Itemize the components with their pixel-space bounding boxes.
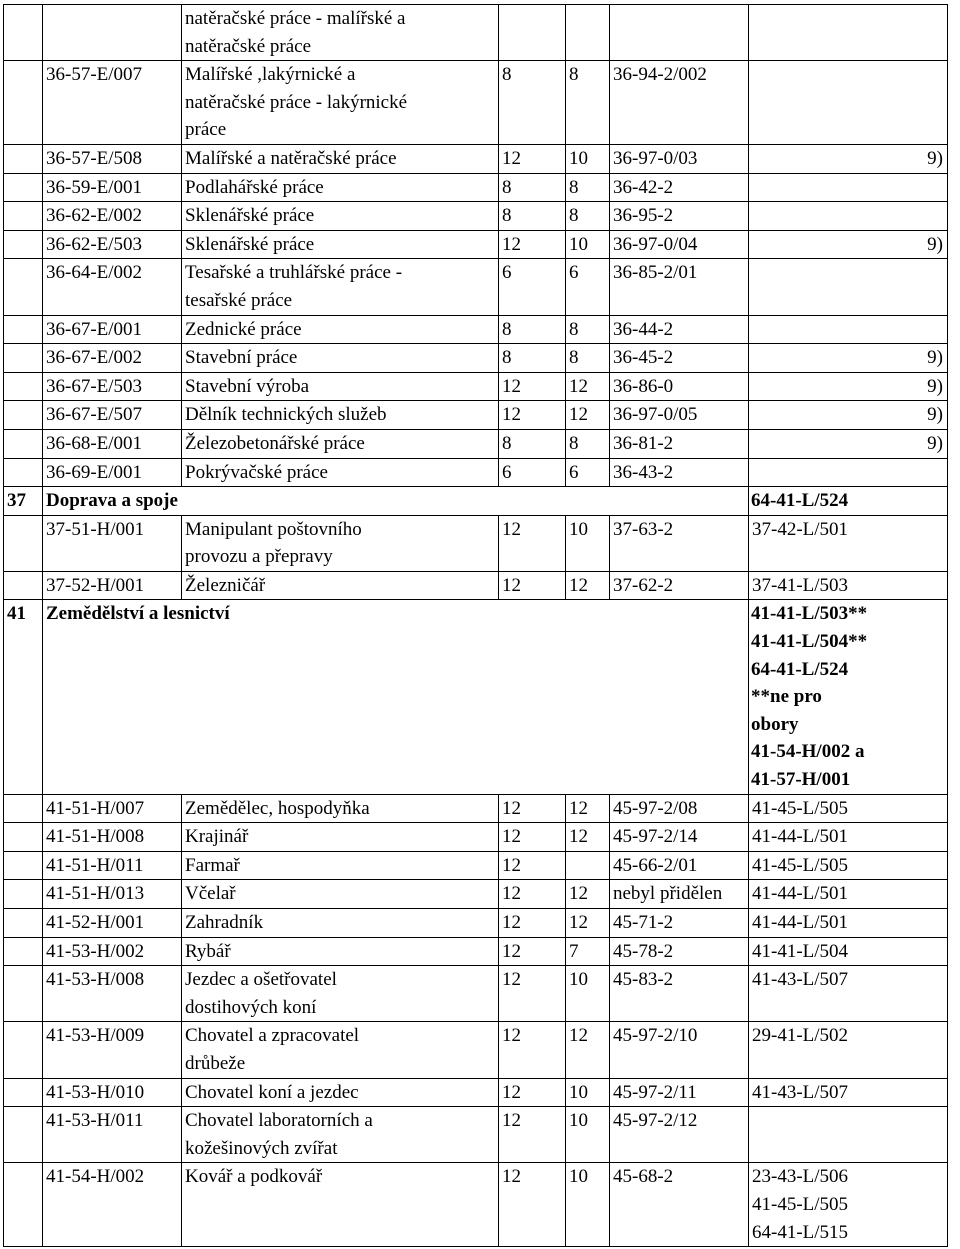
text-line: Krajinář	[185, 826, 249, 848]
text-line: Podlahářské práce	[185, 176, 324, 198]
name-cell	[182, 1022, 499, 1078]
code-cell: 41-53-H/011	[43, 1107, 182, 1163]
code-cell: 41-51-H/008	[43, 823, 182, 852]
kkov-cell: 45-66-2/01	[610, 851, 749, 880]
section-row	[4, 600, 948, 794]
section-cell	[4, 1078, 43, 1107]
table-row	[4, 173, 948, 202]
years-cell: 8	[499, 315, 566, 344]
code-cell: 36-67-E/002	[43, 344, 182, 373]
kkov-cell: 45-83-2	[610, 966, 749, 1022]
text-line: 41-44-L/501	[752, 912, 849, 933]
note-cell: 9)	[749, 372, 948, 401]
table-row	[4, 61, 948, 145]
name-cell	[182, 344, 499, 373]
name-cell	[182, 571, 499, 600]
kkov-cell: 36-97-0/04	[610, 230, 749, 259]
text-line: 41-45-L/505	[752, 1193, 849, 1215]
text-line: dostihových koní	[185, 996, 317, 1018]
text-line: 41-43-L/507	[752, 969, 849, 991]
related-field-cell	[749, 909, 948, 938]
years-cell: 7	[566, 937, 610, 966]
section-cell	[4, 937, 43, 966]
note-cell: 9)	[749, 144, 948, 173]
section-related-fields	[749, 600, 948, 794]
years-cell: 12	[499, 851, 566, 880]
name-cell	[182, 823, 499, 852]
name-cell	[182, 909, 499, 938]
years-cell: 8	[499, 344, 566, 373]
table-row	[4, 823, 948, 852]
table-row	[4, 344, 948, 373]
related-field-cell	[749, 571, 948, 600]
text-line: Sklenářské práce	[185, 233, 315, 255]
years-cell: 8	[499, 202, 566, 231]
text-line: provozu a přepravy	[185, 546, 333, 568]
section-cell	[4, 315, 43, 344]
text-line: 37-41-L/503	[752, 574, 849, 596]
table-row	[4, 1107, 948, 1163]
section-cell	[4, 429, 43, 458]
years-cell: 12	[499, 909, 566, 938]
table-row	[4, 1163, 948, 1247]
related-field-cell	[749, 1078, 948, 1107]
text-line: drůbeže	[185, 1052, 246, 1074]
text-line: Pokrývačské práce	[185, 461, 328, 483]
code-cell: 41-53-H/002	[43, 937, 182, 966]
years-cell: 10	[566, 144, 610, 173]
table-row	[4, 315, 948, 344]
years-cell: 12	[499, 571, 566, 600]
kkov-cell: 45-97-2/14	[610, 823, 749, 852]
text-line: Jezdec a ošetřovatel	[185, 969, 337, 991]
table-row	[4, 5, 948, 61]
related-field-cell	[749, 880, 948, 909]
years-cell: 8	[499, 173, 566, 202]
years-cell: 10	[566, 1107, 610, 1163]
table-row	[4, 144, 948, 173]
years-cell: 8	[566, 61, 610, 145]
table-row	[4, 429, 948, 458]
related-field-cell	[749, 966, 948, 1022]
text-line: 41-41-L/503**	[751, 603, 868, 625]
text-line: 41-45-L/505	[752, 797, 849, 819]
text-line: 41-57-H/001	[751, 769, 851, 791]
related-field-cell	[749, 937, 948, 966]
code-cell: 37-51-H/001	[43, 515, 182, 571]
years-cell: 6	[566, 458, 610, 487]
text-line: 23-43-L/506	[752, 1166, 849, 1188]
years-cell: 12	[566, 823, 610, 852]
years-cell: 12	[566, 372, 610, 401]
code-cell: 41-53-H/010	[43, 1078, 182, 1107]
name-cell	[182, 937, 499, 966]
note-cell: 9)	[749, 344, 948, 373]
years-cell: 8	[499, 429, 566, 458]
years-cell: 6	[566, 259, 610, 315]
table-row	[4, 909, 948, 938]
text-line: obory	[751, 713, 799, 735]
years-cell: 12	[566, 401, 610, 430]
note-cell	[749, 315, 948, 344]
kkov-cell: nebyl přidělen	[610, 880, 749, 909]
text-line: Železobetonářské práce	[185, 432, 365, 454]
document-page	[3, 4, 948, 1247]
kkov-cell: 45-78-2	[610, 937, 749, 966]
years-cell: 12	[499, 401, 566, 430]
section-cell	[4, 823, 43, 852]
years-cell: 6	[499, 458, 566, 487]
section-number: 37	[4, 487, 43, 516]
related-field-cell	[749, 1163, 948, 1247]
section-title: Doprava a spoje	[43, 487, 749, 516]
years-cell: 12	[566, 880, 610, 909]
text-line: 41-41-L/504	[752, 940, 849, 962]
years-cell: 12	[499, 372, 566, 401]
text-line: Manipulant poštovního	[185, 518, 362, 540]
text-line: Malířské ,lakýrnické a	[185, 64, 356, 86]
text-line: Sklenářské práce	[185, 205, 315, 227]
kkov-cell: 45-97-2/10	[610, 1022, 749, 1078]
table-body	[4, 5, 948, 1247]
years-cell	[499, 5, 566, 61]
table-row	[4, 202, 948, 231]
code-cell	[43, 5, 182, 61]
text-line: Farmař	[185, 854, 240, 876]
text-line: Stavební práce	[185, 347, 298, 369]
note-cell	[749, 173, 948, 202]
text-line: Kovář a podkovář	[185, 1166, 323, 1188]
code-cell: 36-62-E/503	[43, 230, 182, 259]
name-cell	[182, 259, 499, 315]
section-cell	[4, 61, 43, 145]
note-cell: 9)	[749, 429, 948, 458]
code-cell: 41-52-H/001	[43, 909, 182, 938]
table-row	[4, 1078, 948, 1107]
table-row	[4, 571, 948, 600]
table-row	[4, 458, 948, 487]
years-cell: 12	[499, 144, 566, 173]
years-cell: 12	[499, 1078, 566, 1107]
years-cell: 10	[566, 1078, 610, 1107]
name-cell	[182, 458, 499, 487]
text-line: 29-41-L/502	[752, 1025, 849, 1047]
name-cell	[182, 401, 499, 430]
text-line: Zemědělec, hospodyňka	[185, 797, 370, 819]
kkov-cell: 36-42-2	[610, 173, 749, 202]
name-cell	[182, 230, 499, 259]
years-cell: 12	[566, 571, 610, 600]
text-line: natěračské práce	[185, 35, 312, 57]
section-cell	[4, 401, 43, 430]
kkov-cell: 36-43-2	[610, 458, 749, 487]
code-cell: 36-68-E/001	[43, 429, 182, 458]
related-field-cell	[749, 851, 948, 880]
code-cell: 36-59-E/001	[43, 173, 182, 202]
text-line: 41-54-H/002 a	[751, 741, 865, 763]
code-cell: 36-57-E/508	[43, 144, 182, 173]
section-cell	[4, 1107, 43, 1163]
note-cell: 9)	[749, 401, 948, 430]
text-line: Železničář	[185, 574, 266, 596]
kkov-cell: 36-95-2	[610, 202, 749, 231]
section-related-fields	[749, 487, 948, 516]
related-field-cell	[749, 1107, 948, 1163]
table-row	[4, 259, 948, 315]
section-cell	[4, 1022, 43, 1078]
section-cell	[4, 851, 43, 880]
text-line: Malířské a natěračské práce	[185, 147, 397, 169]
name-cell	[182, 429, 499, 458]
code-cell: 41-51-H/013	[43, 880, 182, 909]
note-cell	[749, 259, 948, 315]
text-line: 64-41-L/524	[751, 490, 849, 512]
kkov-cell: 37-62-2	[610, 571, 749, 600]
text-line: 41-45-L/505	[752, 854, 849, 876]
name-cell	[182, 1078, 499, 1107]
text-line: 41-41-L/504**	[751, 631, 868, 653]
text-line: Stavební výroba	[185, 375, 310, 397]
years-cell: 10	[566, 230, 610, 259]
kkov-cell: 45-97-2/08	[610, 794, 749, 823]
years-cell	[566, 5, 610, 61]
text-line: Chovatel laboratorních a	[185, 1110, 373, 1132]
text-line: tesařské práce	[185, 289, 293, 311]
name-cell	[182, 202, 499, 231]
years-cell: 12	[499, 823, 566, 852]
years-cell: 8	[499, 61, 566, 145]
fields-table	[3, 4, 948, 1247]
text-line: 41-44-L/501	[752, 826, 849, 848]
years-cell: 10	[566, 1163, 610, 1247]
text-line: 64-41-L/524	[751, 658, 849, 680]
years-cell	[566, 851, 610, 880]
kkov-cell: 36-94-2/002	[610, 61, 749, 145]
text-line: 64-41-L/515	[752, 1221, 849, 1243]
name-cell	[182, 851, 499, 880]
kkov-cell: 36-97-0/03	[610, 144, 749, 173]
code-cell: 37-52-H/001	[43, 571, 182, 600]
table-row	[4, 230, 948, 259]
section-cell	[4, 794, 43, 823]
years-cell: 12	[566, 1022, 610, 1078]
table-row	[4, 1022, 948, 1078]
years-cell: 10	[566, 966, 610, 1022]
code-cell: 36-62-E/002	[43, 202, 182, 231]
kkov-cell: 36-45-2	[610, 344, 749, 373]
section-cell	[4, 571, 43, 600]
text-line: Zahradník	[185, 912, 264, 933]
code-cell: 41-53-H/008	[43, 966, 182, 1022]
section-cell	[4, 344, 43, 373]
kkov-cell: 45-97-2/12	[610, 1107, 749, 1163]
years-cell: 12	[499, 794, 566, 823]
name-cell	[182, 966, 499, 1022]
name-cell	[182, 1163, 499, 1247]
code-cell: 36-57-E/007	[43, 61, 182, 145]
related-field-cell	[749, 1022, 948, 1078]
section-cell	[4, 909, 43, 938]
years-cell: 8	[566, 315, 610, 344]
text-line: 37-42-L/501	[752, 518, 849, 540]
section-cell	[4, 372, 43, 401]
table-row	[4, 372, 948, 401]
kkov-cell: 37-63-2	[610, 515, 749, 571]
kkov-cell: 45-97-2/11	[610, 1078, 749, 1107]
note-cell	[749, 202, 948, 231]
note-cell	[749, 458, 948, 487]
code-cell: 36-67-E/503	[43, 372, 182, 401]
name-cell	[182, 1107, 499, 1163]
text-line: Chovatel a zpracovatel	[185, 1025, 360, 1047]
years-cell: 8	[566, 202, 610, 231]
code-cell: 36-64-E/002	[43, 259, 182, 315]
years-cell: 10	[566, 515, 610, 571]
years-cell: 6	[499, 259, 566, 315]
section-row	[4, 487, 948, 516]
section-cell	[4, 458, 43, 487]
years-cell: 12	[499, 515, 566, 571]
text-line: **ne pro	[751, 686, 822, 708]
text-line: práce	[185, 119, 227, 141]
years-cell: 8	[566, 344, 610, 373]
kkov-cell: 36-81-2	[610, 429, 749, 458]
section-number: 41	[4, 600, 43, 794]
name-cell	[182, 61, 499, 145]
text-line: Dělník technických služeb	[185, 404, 387, 426]
years-cell: 8	[566, 429, 610, 458]
section-cell	[4, 1163, 43, 1247]
section-cell	[4, 230, 43, 259]
kkov-cell: 36-86-0	[610, 372, 749, 401]
years-cell: 12	[499, 1163, 566, 1247]
name-cell	[182, 372, 499, 401]
section-cell	[4, 173, 43, 202]
name-cell	[182, 173, 499, 202]
section-cell	[4, 144, 43, 173]
years-cell: 12	[499, 966, 566, 1022]
name-cell	[182, 515, 499, 571]
code-cell: 36-67-E/507	[43, 401, 182, 430]
code-cell: 41-53-H/009	[43, 1022, 182, 1078]
years-cell: 12	[566, 794, 610, 823]
kkov-cell	[610, 5, 749, 61]
note-cell	[749, 5, 948, 61]
table-row	[4, 851, 948, 880]
name-cell	[182, 880, 499, 909]
name-cell	[182, 794, 499, 823]
text-line: natěračské práce - lakýrnické	[185, 91, 408, 113]
section-cell	[4, 202, 43, 231]
years-cell: 12	[499, 937, 566, 966]
section-cell	[4, 5, 43, 61]
years-cell: 8	[566, 173, 610, 202]
table-row	[4, 401, 948, 430]
years-cell: 12	[566, 909, 610, 938]
name-cell	[182, 144, 499, 173]
section-cell	[4, 880, 43, 909]
name-cell	[182, 315, 499, 344]
text-line: Chovatel koní a jezdec	[185, 1081, 359, 1103]
table-row	[4, 880, 948, 909]
related-field-cell	[749, 823, 948, 852]
code-cell: 41-51-H/011	[43, 851, 182, 880]
table-row	[4, 515, 948, 571]
table-row	[4, 966, 948, 1022]
code-cell: 41-51-H/007	[43, 794, 182, 823]
name-cell	[182, 5, 499, 61]
years-cell: 12	[499, 1022, 566, 1078]
text-line: Tesařské a truhlářské práce -	[185, 262, 403, 284]
note-cell: 9)	[749, 230, 948, 259]
kkov-cell: 36-85-2/01	[610, 259, 749, 315]
text-line: Rybář	[185, 940, 231, 962]
note-cell	[749, 61, 948, 145]
section-title: Zemědělství a lesnictví	[43, 600, 749, 794]
section-cell	[4, 259, 43, 315]
kkov-cell: 45-68-2	[610, 1163, 749, 1247]
related-field-cell	[749, 515, 948, 571]
text-line: Zednické práce	[185, 318, 302, 340]
section-cell	[4, 515, 43, 571]
code-cell: 36-69-E/001	[43, 458, 182, 487]
text-line: 41-43-L/507	[752, 1081, 849, 1103]
kkov-cell: 36-97-0/05	[610, 401, 749, 430]
years-cell: 12	[499, 880, 566, 909]
kkov-cell: 36-44-2	[610, 315, 749, 344]
years-cell: 12	[499, 1107, 566, 1163]
table-row	[4, 794, 948, 823]
text-line: natěračské práce - malířské a	[185, 8, 406, 29]
table-row	[4, 937, 948, 966]
kkov-cell: 45-71-2	[610, 909, 749, 938]
text-line: Včelař	[185, 883, 236, 905]
text-line: 41-44-L/501	[752, 883, 849, 905]
text-line: kožešinových zvířat	[185, 1137, 338, 1159]
related-field-cell	[749, 794, 948, 823]
section-cell	[4, 966, 43, 1022]
years-cell: 12	[499, 230, 566, 259]
code-cell: 36-67-E/001	[43, 315, 182, 344]
code-cell: 41-54-H/002	[43, 1163, 182, 1247]
